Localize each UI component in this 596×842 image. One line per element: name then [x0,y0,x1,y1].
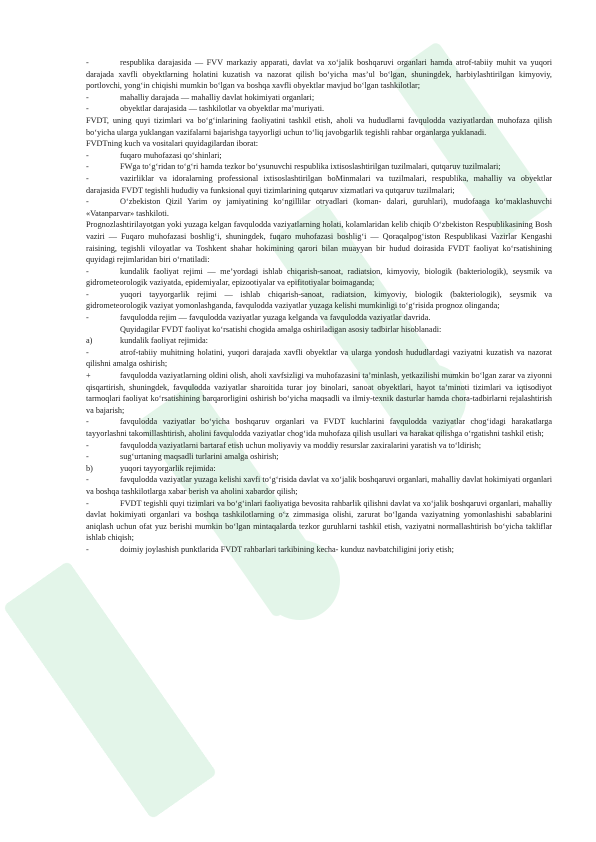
list-marker: - [86,173,89,183]
list-item [86,474,552,497]
list-marker: - [86,289,89,299]
paragraph-text: doimiy joylashish punktlarida FVDT rahbarlari tarkibining kecha- kunduz navbatchiligini joriy etish; [120,544,454,554]
paragraph [86,219,552,265]
list-item [86,312,552,324]
paragraph-text: respublika darajasida — FVV markaziy apparati, davlat va xo‘jalik boshqaruvi organlari hamda atrof-tabiiy muhit va yuqori darajada xavfli obyektlarning holatini kuzatish va nazorat qilish bo‘yicha mas’ul bo‘lgan, shuningdek, harbiylashtirilgan kimyoviy, portlovchi, yong‘in chiqishi mumkin bo‘lgan va boshqa xavfli obyektlar mavjud bo‘lgan tashkilotlar; [86,58,552,91]
paragraph-text: FVDT tegishli quyi tizimlari va bo‘g‘inlari faoliyatiga bevosita rahbarlik qilishni davlat va xo‘jalik boshqaruvi organlari, mahalliy davlat hokimiyati organlari va boshqa tashkilotlarning o‘z zimmasiga olishi, zarurat bo‘lganda vaziyatning yomonlashishi sabablarini aniqlash uchun ofat yuz berishi mumkin bo‘lgan mintaqalarda tezkor guruhlarni tashkil etish, vaziyatni normallashtirish bo‘yicha takliflar ishlab chiqish; [86,498,552,543]
paragraph-text: yuqori tayyorgarlik rejimida: [120,463,216,473]
paragraph-text: kundalik faoliyat rejimi — me’yordagi ishlab chiqarish-sanoat, radiatsion, kimyoviy, biologik (bakteriologik), seysmik va gidrometeorologik vaziyatda, epidemiyalar, epizootiyalar va epifitotiyalar boimaganda; [86,266,552,288]
list-marker: - [86,92,89,102]
paragraph-text: yuqori tayyorgarlik rejimi — ishlab chiqarish-sanoat, radiatsion, kimyoviy, biologik (bakteriologik), seysmik va gidrometeorologik vaziyat yomonlashganda, favqulodda vaziyatlar yuzaga kelishi mumkinligi to‘g‘risida prognoz olinganda; [86,289,552,311]
list-marker: b) [86,463,93,473]
list-item [86,289,552,312]
paragraph-text: favqulodda vaziyatlarning oldini olish, aholi xavfsizligi va muhofazasini ta’minlash, yetkazilishi mumkin bo‘lgan zarar va ziyonni qisqartirish, shuningdek, favqulodda vaziyatlar sharoitida turar joy binolari, sanoat obyektlari, hayot ta’minoti tizimlari va iqtisodiyot tarmoqlari faoliyat ko‘rsatishining barqarorligini oshirish bo‘yicha maqsadli va ilmiy-texnik dasturlar hamda chora-tadbirlarni rejalashtirish va bajarish; [86,371,552,415]
document-body [86,57,552,556]
list-item [86,347,552,370]
list-item [86,266,552,289]
list-item [86,451,552,463]
list-item [86,57,552,92]
paragraph-text: obyektlar darajasida — tashkilotlar va obyektlar ma’muriyati. [120,104,325,114]
list-marker: - [86,544,89,554]
list-item [86,463,552,475]
list-marker: - [86,150,89,160]
list-item [86,150,552,162]
paragraph-text: favqulodda vaziyatlarni bartaraf etish uchun moliyaviy va moddiy resurslar zaxiralarini yaratish va to‘ldirish; [120,440,482,450]
paragraph-text: favqulodda vaziyatlar yuzaga kelishi xavfi to‘g‘risida davlat va xo‘jalik boshqaruvi organlari, mahalliy davlat hokimiyati organlari va boshqa tashkilotlarga xabar berish va aholini xabardor qilish; [86,475,552,496]
paragraph-text: FWga to‘g‘ridan to‘g‘ri hamda tezkor bo‘ysunuvchi respublika ixtisoslashtirilgan tuzilmalari, qutqaruv tuzilmalari; [120,162,501,172]
list-item [86,416,552,439]
list-item [86,92,552,104]
list-item [86,335,552,347]
list-marker: - [86,58,89,67]
paragraph-text: O‘zbekiston Qizil Yarim oy jamiyatining ko‘ngillilar otryadlari (koman- dalari, guruhlari), mudofaaga ko‘maklashuvchi «Vatanparvar» tashkiloti. [86,197,552,218]
paragraph-text: FVDTning kuch va vositalari quyidagilardan iborat: [86,139,259,149]
list-item [86,173,552,196]
paragraph-text: Quyidagilar FVDT faoliyat ko‘rsatishi chogida amalga oshiriladigan asosiy tadbirlar hisoblanadi: [120,324,442,334]
watermark-bar [3,561,218,820]
list-marker: - [86,104,89,114]
paragraph-text: Prognozlashtirilayotgan yoki yuzaga kelgan favqulodda vaziyatlarning holati, kolamlaridan kelib chiqib O‘zbekiston Respublikasining Bosh vaziri — Fuqaro muhofazasi boshlig‘i, shuningdek, fuqaro muhofazasi boshlig‘i — Qoraqalpog‘iston Respublikasi Vazirlar Kengashi raisining, tegishli viloyatlar va Toshkent shahar hokimining qarori bilan muayyan bir hudud doirasida FVDT faoliyat ko‘rsatishining quyidagi rejimlaridan biri o‘rnatiladi: [86,220,552,265]
paragraph-text: mahalliy darajada — mahalliy davlat hokimiyati organlari; [120,92,315,102]
paragraph-text: favqulodda rejim — favqulodda vaziyatlar yuzaga kelganda va favqulodda vaziyatlar davrida. [120,313,431,323]
list-marker: a) [86,336,93,346]
list-marker: - [86,498,89,508]
list-item [86,161,552,173]
list-marker: - [86,417,89,427]
list-item [86,544,552,556]
list-marker: - [86,475,89,485]
list-item [86,498,552,544]
paragraph-text: vazirliklar va idoralarning professional ixtisoslashtirilgan boMinmalari va tuzilmalari, respublika, mahalliy va obyektlar darajasida FVDT tegishli hududiy va funksional quyi tizimlarining qutqaruv xizmatlari va qutqaruv tuzilmalari; [86,173,552,195]
paragraph-text: favqulodda vaziyatlar bo‘yicha boshqaruv organlari va FVDT kuchlarini favqulodda vaziyatlar chog‘idagi harakatlarga tayyorlashni takomillashtirish, aholini favqulodda vaziyatlar chog‘ida muhofaza qilish usullari va harakat qilishga o‘rgatishni tashkil etish; [86,417,552,438]
list-marker: - [86,266,89,276]
paragraph-text: sug‘urtaning maqsadli turlarini amalga oshirish; [120,452,279,462]
list-marker: - [86,197,89,207]
list-marker: - [86,452,89,462]
list-marker: - [86,440,89,450]
paragraph [86,115,552,138]
list-item [86,370,552,416]
list-marker: - [86,162,89,172]
list-item [86,103,552,115]
paragraph [86,324,552,336]
list-marker: - [86,347,89,357]
list-marker: + [86,371,91,381]
list-item [86,440,552,452]
paragraph-text: FVDT, uning quyi tizimlari va bo‘g‘inlarining faoliyatini tashkil etish, aholi va hududlarni favqulodda vaziyatlardan muhofaza qilish bo‘yicha ularga yuklangan vazifalarni bajarishga tayyorligi uchun to‘liq javobgarlik tegishli rahbar organlarga yuklanadi. [86,115,552,137]
paragraph [86,138,552,150]
list-item [86,196,552,219]
paragraph-text: atrof-tabiiy muhitning holatini, yuqori darajada xavfli obyektlar va ularga yondosh hududlardagi vaziyatni kuzatish va nazorat qilishni amalga oshirish; [86,347,552,369]
paragraph-text: kundalik faoliyat rejimida: [120,336,208,346]
list-marker: - [86,313,89,323]
paragraph-text: fuqaro muhofazasi qo‘shinlari; [120,150,222,160]
